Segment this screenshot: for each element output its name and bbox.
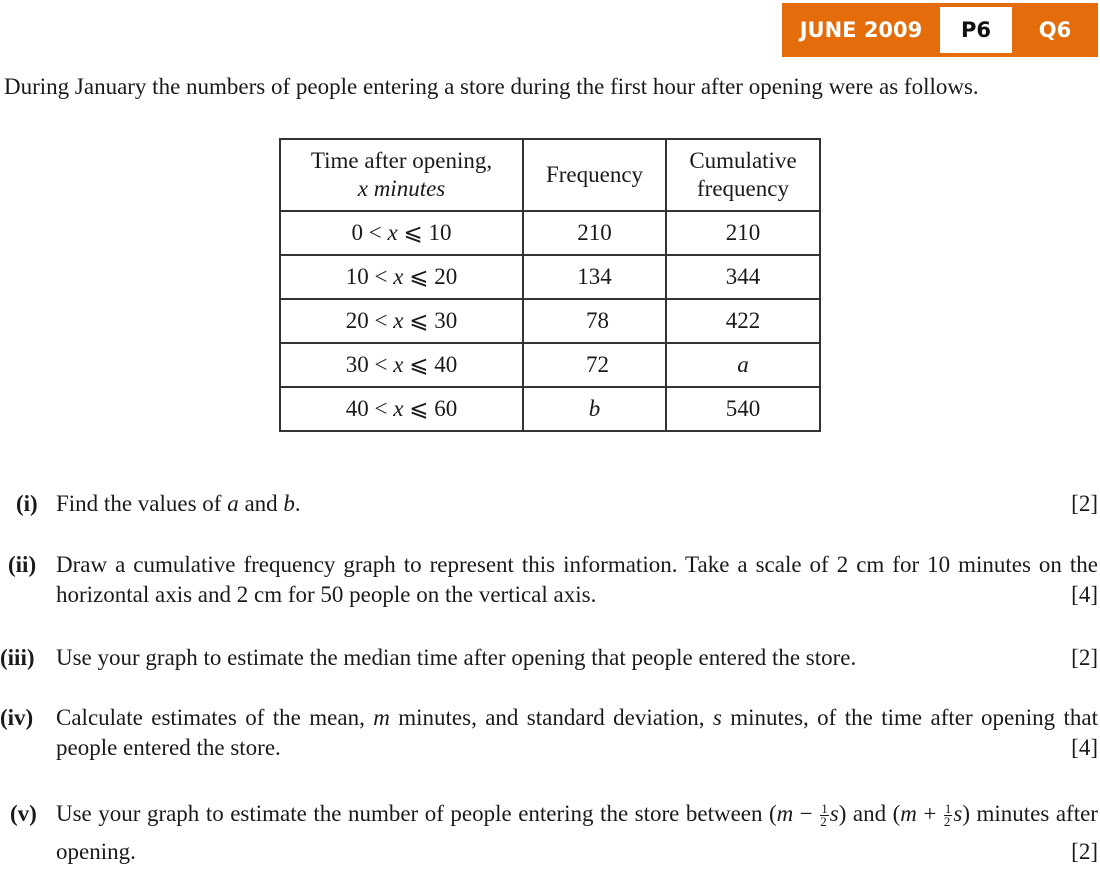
header-time-line2: x minutes	[357, 176, 446, 201]
table-row	[280, 299, 820, 343]
question-badge	[782, 3, 1098, 57]
question-number: (iii)	[0, 645, 35, 670]
cell-cumulative: 210	[666, 211, 820, 255]
question-number: (iv)	[0, 705, 34, 730]
table-row	[280, 255, 820, 299]
frequency-table	[279, 138, 821, 432]
question-text: Draw a cumulative frequency graph to represent this information. Take a scale of 2 cm for 10 minutes on the horizontal axis and 2 cm for 50 people on the vertical axis.	[56, 552, 1098, 607]
cell-interval: 0 < x ⩽ 10	[280, 211, 523, 255]
cell-cumulative: a	[666, 343, 820, 387]
header-cumulative-line1: Cumulative	[689, 148, 797, 173]
marks-label: [2]	[1071, 491, 1098, 516]
marks-label: [2]	[1071, 645, 1098, 670]
question-text: Use your graph to estimate the number of people entering the store between (m − $\frac{1}{2}$ s) and (m + $\frac{1}{2}$ s) minutes after opening.	[56, 801, 1098, 864]
question-v	[0, 795, 1098, 871]
table-row	[280, 211, 820, 255]
question-iv	[0, 703, 1098, 763]
cell-frequency: 134	[523, 255, 666, 299]
question-number: (v)	[10, 801, 37, 826]
cell-cumulative: 344	[666, 255, 820, 299]
header-cumulative	[666, 139, 820, 211]
exam-date-label: JUNE 2009	[799, 18, 923, 42]
question-i	[0, 489, 1098, 519]
table-row	[280, 387, 820, 431]
cell-frequency: 210	[523, 211, 666, 255]
question-iii	[0, 643, 1098, 673]
cell-interval: 10 < x ⩽ 20	[280, 255, 523, 299]
marks-label: [4]	[1071, 735, 1098, 760]
header-cumulative-line2: frequency	[697, 176, 789, 201]
header-frequency: Frequency	[523, 139, 666, 211]
question-text: Calculate estimates of the mean, m minutes, and standard deviation, s minutes, of the time after opening that people entered the store.	[56, 705, 1098, 760]
question-text: Find the values of a and b.	[56, 491, 301, 516]
question-text: Use your graph to estimate the median time after opening that people entered the store.	[56, 645, 857, 670]
marks-label: [4]	[1071, 582, 1098, 607]
header-time	[280, 139, 523, 211]
intro-text: During January the numbers of people entering a store during the first hour after opening were as follows.	[4, 74, 979, 99]
cell-frequency: 72	[523, 343, 666, 387]
cell-cumulative: 422	[666, 299, 820, 343]
table-row	[280, 343, 820, 387]
question-number: (ii)	[8, 552, 37, 577]
table-header-row	[280, 139, 820, 211]
cell-cumulative: 540	[666, 387, 820, 431]
half-fraction: $\frac{1}{2}$	[943, 801, 952, 830]
question-ii	[0, 550, 1098, 610]
cell-interval: 30 < x ⩽ 40	[280, 343, 523, 387]
cell-frequency: b	[523, 387, 666, 431]
paper-label: P6	[940, 7, 1012, 53]
cell-interval: 20 < x ⩽ 30	[280, 299, 523, 343]
cell-frequency: 78	[523, 299, 666, 343]
question-number: (i)	[16, 491, 38, 516]
marks-label: [2]	[1071, 839, 1098, 864]
question-number-label: Q6	[1038, 18, 1072, 42]
header-time-line1: Time after opening,	[310, 148, 493, 173]
cell-interval: 40 < x ⩽ 60	[280, 387, 523, 431]
half-fraction: $\frac{1}{2}$	[820, 801, 828, 830]
